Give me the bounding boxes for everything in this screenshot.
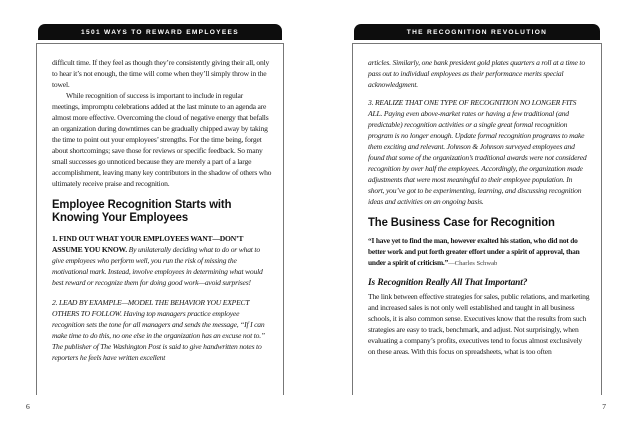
tip-2-body: Having top managers practice employee recognition sets the tone for all managers and sends the message, “If I can make time to do this, no one else in the organization has an excuse not to.” The publisher of The Washington Post is said to give handwritten notes to reporters he feels have written excellent [52, 309, 265, 362]
tip-3-lead: 3. REALIZE THAT ONE TYPE OF RECOGNITION NO LONGER FITS ALL. [368, 98, 577, 118]
tip-2-lead: 2. LEAD BY EXAMPLE—MODEL THE BEHAVIOR YOU EXPECT OTHERS TO FOLLOW. [52, 298, 250, 318]
page-number-left: 6 [26, 402, 30, 411]
paragraph: While recognition of success is important to include in regular meetings, impromptu celebrations added at the last minute to an agenda are almost more effective. Overcoming the cloud of negative energy that befalls an organization during downtimes can be gradually chipped away by taking the time to point out your employees’ strengths. For the time being, forget about shortcomings; save those for reviews or specific feedback. So many small successes go unnoticed because they are merely a part of a large accomplishment, leaving many key contributors in the shadow of others who ultimately receive praise and recognition. [52, 91, 272, 188]
right-page-text-block [352, 43, 602, 395]
subheading: Is Recognition Really All That Important? [368, 277, 528, 288]
section-heading: Employee Recognition Starts with Knowing Your Employees [52, 197, 232, 224]
left-page-header-title: 1501 WAYS TO REWARD EMPLOYEES [81, 28, 239, 36]
numbered-tip-1 [52, 233, 272, 288]
numbered-tip-3 [368, 97, 590, 207]
left-page [26, 24, 284, 411]
section-heading: The Business Case for Recognition [368, 215, 555, 229]
right-page-header-banner [354, 24, 600, 40]
tip-1-body: By unilaterally deciding what to do or what to give employees who perform well, you run the risk of missing the motivational mark. Instead, involve employees in determining what would best reward or recognize them for doing good work—avoid surprises! [52, 245, 263, 287]
paragraph: The link between effective strategies for sales, public relations, and marketing and increased sales is not only well established and taught in all business schools, it is also common sense. Executives know that the results from such strategies are easy to track, benchmark, and adjust. Not surprisingly, when evaluating a company’s profits, executives tend to focus almost exclusively on these areas. With this focus on spreadsheets, what is too often [368, 291, 590, 356]
quote-text: “I have yet to find the man, however exalted his station, who did not do better work and put forth greater effort under a spirit of approval, than under a spirit of criticism.” [368, 236, 580, 268]
numbered-tip-2 [52, 297, 272, 363]
paragraph-continuation: difficult time. If they feel as though they’re consistently giving their all, only to hear it’s not enough, the time will come when they’ll simply throw in the towel. [52, 58, 270, 89]
tip-3-body: Paying even above-market rates or having a few traditional (and predictable) recognition activities or a single great formal recognition program is no longer enough. Update formal recognition programs to make them exciting and relevant. Johnson & Johnson surveyed employees and found that some of the organization’s traditional awards were not considered recognition by over half the employees. Accordingly, the organization made adjustments that were most meaningful to their employee population. In short, you’ve got to be experimenting, learning, and discussing recognition ideas and activities on an ongoing basis. [368, 109, 587, 206]
tip-1-lead: 1. FIND OUT WHAT YOUR EMPLOYEES WANT—DON’T ASSUME YOU KNOW. [52, 234, 244, 254]
left-page-header-banner [38, 24, 282, 40]
paragraph-continuation: articles. Similarly, one bank president gold plates quarters a roll at a time to pass out to individual employees as their performance merits special acknowledgment. [368, 58, 585, 89]
right-page [352, 24, 606, 411]
right-page-header-title: THE RECOGNITION REVOLUTION [406, 28, 548, 36]
page-number-right: 7 [602, 402, 606, 411]
pull-quote [368, 235, 590, 270]
quote-attribution: —Charles Schwab [448, 260, 498, 268]
left-page-text-block [36, 43, 284, 395]
